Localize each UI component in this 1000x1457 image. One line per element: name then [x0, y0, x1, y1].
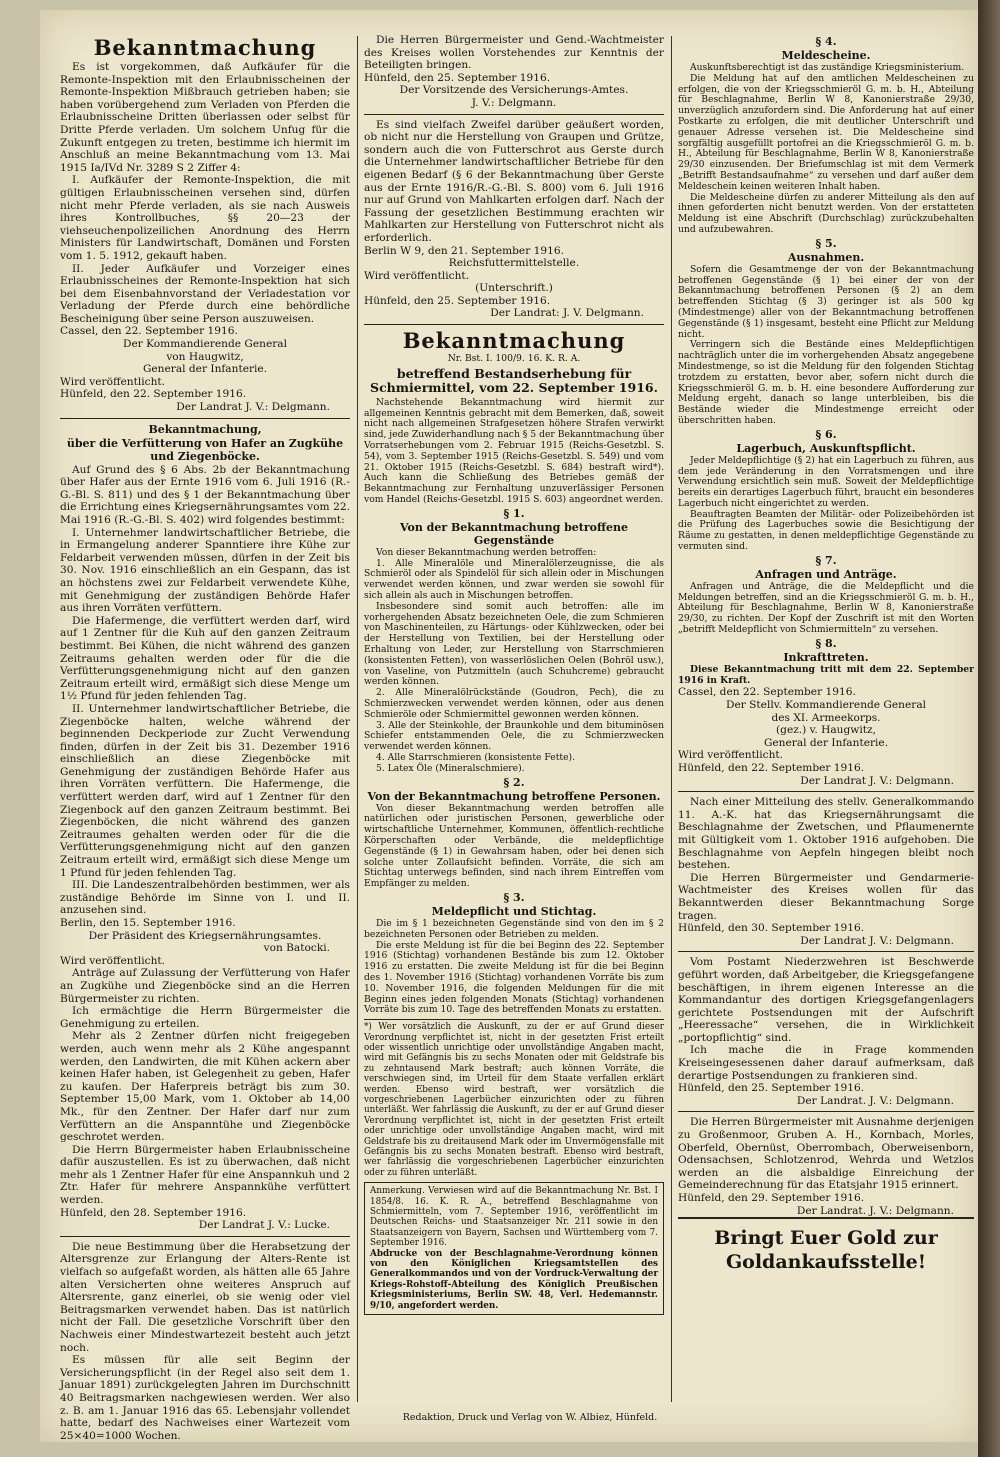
column-left — [60, 34, 350, 1442]
paragraph: Die erste Meldung ist für die bei Beginn des 22. September 1916 (Stichtag) vorhandenen Bestände bis zum 12. Oktober 1916 zu erstatten. Die zweite Meldung ist für die bei Beginn des 1. November 1916 (Stichtag) vorhandenen Vorräte bis zum 10. November 1916, die folgenden Meldungen für die mit Beginn eines jeden folgenden Monats (Stichtag) vorhandenen Vorräte bis zum 10. Tage des betreffenden Monats zu erstatten. — [364, 939, 664, 1016]
section-number: § 3. — [503, 890, 525, 904]
paragraph: Die Herrn Bürgermeister haben Erlaubnisscheine dafür auszustellen. Es ist zu überwachen, daß nicht mehr als 1 Zentner Hafer für eine Anspannkuh und 2 Ztr. Hafer für mehrere Anspannkühe verfüttert werden. — [60, 1143, 350, 1207]
signature: J. V.: Delgmann. — [471, 96, 557, 109]
dateline: Hünfeld, den 30. September 1916. — [678, 922, 865, 935]
list-item: Insbesondere sind somit auch betroffen: alle im vorhergehenden Absatz bezeichneten Oele, die zum Schmieren von Maschinenteilen, zu Härtungs- oder Kühlzwecken, oder bei der Herstellung von Textilien, bei der Herstellung oder Erhaltung von Leder, zur Herstellung von Starrschmieren (konsistenten Fetten), von wasserlöslichen Oelen (Bohröl usw.), von Vaseline, von Putzmitteln (auch Schuhcreme) gebraucht werden können. — [364, 600, 664, 688]
section-heading: Meldescheine. — [781, 49, 871, 62]
signature-line: (Unterschrift.) — [475, 282, 553, 295]
dateline: Hünfeld, den 25. September 1916. — [364, 294, 551, 307]
section-heading: Von der Bekanntmachung betroffene Gegenstände — [399, 520, 629, 547]
notice-title: Bekanntmachung — [402, 328, 626, 354]
dateline: Hünfeld, den 25. September 1916. — [678, 1082, 865, 1095]
paragraph: Die Herren Bürgermeister und Gend.-Wachtmeister des Kreises wollen Vorstehendes zur Kenntnis der Beteiligten bringen. — [364, 34, 664, 72]
paragraph: Von dieser Bekanntmachung werden betroffen alle natürlichen oder juristischen Personen, gewerbliche oder wirtschaftliche Unternehmer, Kommunen, öffentlich-rechtliche Körperschaften oder Verbände, die meldepflichtige Gegenstände (§ 1) in Gewahrsam haben, oder bei denen sich solche unter Zollaufsicht befinden. Vorräte, die sich am Stichtag unterwegs befinden, sind nach ihrem Eintreffen vom Empfänger zu melden. — [364, 802, 664, 890]
signature-line: Der Stellv. Kommandierende General — [725, 699, 927, 712]
signature: Der Landrat J. V.: Delgmann. — [176, 401, 330, 414]
paragraph: II. Unternehmer landwirtschaftlicher Betriebe, die Ziegenböcke halten, welche während der beginnenden Deckperiode zur Zucht Verwendung finden, dürfen in der Zeit bis 31. Dezember 1916 einschließlich an diese Ziegenböcke mit Genehmigung der zuständigen Behörde Hafer aus ihren Vorräten verfüttern. Die Hafermenge, die verfüttert werden darf, wird auf 1 Zentner für den Ziegenbock auf den ganzen Zeitraum bestimmt. Bei Ziegenböcken, die nicht während des ganzen Zeitraumes gehalten werden oder für die die Verfütterungsgenehmigung nicht auf den ganzen Zeitraum erteilt wird, ermäßigt sich diese Menge um 1 Pfund für jeden fehlenden Tag. — [60, 702, 350, 879]
divider — [678, 1111, 974, 1112]
column-right — [678, 34, 974, 1402]
column-rule — [671, 36, 672, 1402]
paragraph: Es sind vielfach Zweifel darüber geäußert worden, ob nicht nur die Herstellung von Graupen und Grütze, sondern auch die von Futterschrot aus Gerste durch die Unternehmer landwirtschaftlicher Betriebe für den eigenen Bedarf (§ 6 der Bekanntmachung über Gerste aus der Ernte 1916/R.-G.-Bl. S. 800) vom 6. Juli 1916 nur auf Grund von Mahlkarten erfolgen darf. Nach der Fassung der gesetzlichen Bestimmung erachten wir Mahlkarten zur Herstellung von Futterschrot nicht als erforderlich. — [364, 118, 664, 244]
notice-subtitle: über die Verfütterung von Hafer an Zugkühe und Ziegenböcke. — [66, 436, 344, 463]
publication-note: Wird veröffentlicht. — [60, 375, 166, 388]
publication-note: Wird veröffentlicht. — [60, 954, 166, 967]
divider — [364, 1019, 664, 1020]
footnote: *) Wer vorsätzlich die Auskunft, zu der er auf Grund dieser Verordnung verpflichtet ist, nicht in der gesetzten Frist erteilt oder wissentlich unrichtige oder unvollständige Angaben macht, wird mit Gefängnis bis zu sechs Monaten oder mit Geldstrafe bis zu zehntausend Mark bestraft; auch können Vorräte, die verschwiegen sind, im Urteil für dem Staate verfallen erklärt werden. Ebenso wird bestraft, wer vorsätzlich die vorgeschriebenen Lagerbücher einzurichten oder zu führen unterläßt. Wer fahrlässig die Auskunft, zu der er auf Grund dieser Verordnung verpflichtet ist, nicht in der gesetzten Frist erteilt oder unrichtige oder unvollständige Angaben macht, wird mit Geldstrafe bis zu dreitausend Mark oder im Unvermögensfalle mit Gefängnis bis zu sechs Monaten bestraft. Ebenso wird bestraft, wer fahrlässig die vorgeschriebenen Lagerbücher einzurichten oder zu führen unterläßt. — [364, 1022, 664, 1178]
list-item: 1. Alle Mineralöle und Mineralölerzeugnisse, die als Schmieröl oder als Spindelöl für sich allein oder in Mischungen verwendet werden können, und zwar werden sie sowohl für sich allein als auch in Mischungen betroffen. — [364, 557, 664, 602]
paragraph: Von dieser Bekanntmachung werden betroffen: — [376, 546, 597, 558]
signature: Der Landrat J. V.: Delgmann. — [800, 934, 954, 947]
notice-title: Bekanntmachung, — [148, 422, 262, 436]
gold-appeal — [678, 1217, 974, 1274]
section-heading: Meldepflicht und Stichtag. — [431, 904, 597, 918]
paragraph: III. Die Landeszentralbehörden bestimmen, wer als zuständige Behörde im Sinne von I. und II. anzusehen sind. — [60, 879, 350, 917]
paragraph: Die im § 1 bezeichneten Gegenstände sind von den im § 2 bezeichneten Personen oder Betrieben zu melden. — [364, 917, 664, 940]
paragraph: Die Herren Bürgermeister mit Ausnahme derjenigen zu Großenmoor, Gruben A. H., Kornbach, Morles, Oberfeld, Obernüst, Oberrombach, Oberweisenborn, Odensachsen, Schlotzenrod, Wehrda und Wetzlos werden an die alsbaldige Einreichung der Gemeinderechnung für das Etatsjahr 1915 erinnert. — [678, 1116, 974, 1192]
page-edge — [978, 0, 1000, 1457]
list-item: 3. Alle der Steinkohle, der Braunkohle und dem bituminösen Schiefer entstammenden Oele, die zu Schmierzwecken verwendet werden können. — [364, 719, 664, 753]
signature-line: Der Kommandierende General — [122, 338, 288, 351]
section-number: § 2. — [503, 775, 525, 789]
dateline: Hünfeld, den 22. September 1916. — [60, 388, 247, 401]
section-number: § 7. — [815, 553, 837, 567]
notice-number: Nr. Bst. I. 100/9. 16. K. R. A. — [447, 353, 581, 365]
remark-box — [364, 1182, 664, 1315]
paragraph: Es müssen für alle seit Beginn der Versicherungspflicht (in der Regel also seit dem 1. Januar 1891) zurückgelegten Jahren im Durchschnitt 40 Beitragsmarken nachgewiesen werden. Wer also z. B. am 1. Januar 1916 das 65. Lebensjahr vollendet hatte, bedarf des Nachweises einer Wartezeit vom 25×40=1000 Wochen. — [60, 1354, 350, 1442]
paragraph: I. Unternehmer landwirtschaftlicher Betriebe, die in Ermangelung anderer Spanntiere ihre Kühe zur Feldarbeit verwenden müssen, dürfen in der Zeit bis 30. Nov. 1916 einschließlich an ein Gespann, das ist an höchstens zwei zur Feldarbeit verwendete Kühe, mit Genehmigung der zuständigen Behörde Hafer aus ihren Vorräten verfüttern. — [60, 526, 350, 615]
section-number: § 6. — [815, 427, 837, 441]
paragraph: Anfragen und Anträge, die die Meldepflicht und die Meldungen betreffen, sind an die Kriegsschmieröl G. m. b. H., Abteilung für Beschlagnahme, Berlin W 8, Kanonierstraße 29/30, zu richten. Der Kopf der Zuschrift ist mit den Worten „betrifft Meldepflicht von Schmiermitteln“ zu versehen. — [678, 580, 974, 636]
paragraph: Ich mache die in Frage kommenden Kreiseingesessenen daher darauf aufmerksam, daß derartige Postsendungen zu frankieren sind. — [678, 1044, 974, 1082]
section-heading: Anfragen und Anträge. — [755, 567, 897, 581]
publication-note: Wird veröffentlicht. — [678, 749, 784, 762]
signature-line: Der Präsident des Kriegsernährungsamtes. — [88, 929, 322, 942]
paragraph: Anträge auf Zulassung der Verfütterung von Hafer an Zugkühe und Ziegenböcke sind an die Herren Bürgermeister zu richten. — [60, 967, 350, 1005]
gold-appeal-line: Bringt Euer Gold zur — [714, 1227, 938, 1250]
paragraph: Vom Postamt Niederzwehren ist Beschwerde geführt worden, daß Arbeitgeber, die Kriegsgefangene beschäftigen, in ihrem eigenen Interesse an die Kommandantur des dortigen Kriegsgefangenlagers gerichtete Postsendungen mit der Aufschrift „Heeressache“ versehen, die in Wirklichkeit „portopflichtig“ sind. — [678, 956, 974, 1044]
paragraph: Die Meldung hat auf den amtlichen Meldescheinen zu erfolgen, die von der Kriegsschmieröl G. m. b. H., Abteilung für Beschlagnahme, Berlin W 8, Kanonierstraße 29/30, unverzüglich anzufordern sind. Die Anforderung hat auf einer Postkarte zu erfolgen, die mit deutlicher Unterschrift und genauer Adresse versehen ist. Die Meldescheine sind sorgfältig ausgefüllt portofrei an die Kriegsschmieröl G. m. b. H., Abteilung für Beschlagnahme, Berlin W 8, Kanonierstraße 29/30 einzusenden. Der Briefumschlag ist mit dem Vermerk „Betrifft Bestandsaufnahme“ zu versehen und darf außer dem Meldeschein keinen weiteren Inhalt haben. — [678, 72, 974, 192]
paragraph: Es ist vorgekommen, daß Aufkäufer für die Remonte-Inspektion mit den Erlaubnisscheinen der Remonte-Inspektion Mißbrauch getrieben haben; sie haben vorübergehend zum Verladen von Pferden die Erlaubnisscheine Dritten überlassen oder selbst für Dritte Pferde verladen. Um solchem Unfug für die Zukunft entgegen zu treten, bestimme ich hiermit im Anschluß an meine Bekanntmachung vom 13. Mai 1915 Ia/IVd Nr. 3289 S 2 Ziffer 4: — [60, 61, 350, 174]
signature: Der Landrat. J. V.: Delgmann. — [796, 1094, 954, 1107]
signature: Der Landrat J. V.: Delgmann. — [800, 774, 954, 787]
paragraph: Beauftragten Beamten der Militär- oder Polizeibehörden ist die Prüfung des Lagerbuches sowie die Besichtigung der Räume zu gestatten, in denen meldepflichtige Gegenstände zu vermuten sind. — [678, 508, 974, 553]
paragraph: Jeder Meldepflichtige (§ 2) hat ein Lagerbuch zu führen, aus dem jede Veränderung in den Vorratsmengen und ihre Verwendung ersichtlich sein muß. Soweit der Meldepflichtige bereits ein derartiges Lagerbuch führt, braucht ein besonderes Lagerbuch nicht eingerichtet zu werden. — [678, 454, 974, 509]
paragraph: Auf Grund des § 6 Abs. 2b der Bekanntmachung über Hafer aus der Ernte 1916 vom 6. Juli 1916 (R.-G.-Bl. S. 811) und des § 1 der Bekanntmachung über die Errichtung eines Kriegsernährungsamtes vom 22. Mai 1916 (R.-G.-Bl. S. 402) wird folgendes bestimmt: — [60, 463, 350, 526]
paragraph: Die Meldescheine dürfen zu anderer Mitteilung als den auf ihnen geforderten nicht benutzt werden. Von der erstatteten Meldung ist eine Abschrift (Durchschlag) zurückzubehalten und aufzubewahren. — [678, 191, 974, 235]
publication-note: Wird veröffentlicht. — [364, 269, 470, 282]
signature: Der Landrat J. V.: Lucke. — [198, 1219, 330, 1232]
paragraph: Mehr als 2 Zentner dürfen nicht freigegeben werden, auch wenn mehr als 2 Kühe angespannt werden, den Landwirten, die mit Kühen ackern aber keinen Hafer haben, ist Gelegenheit zu geben, Hafer zu kaufen. Der Haferpreis beträgt bis zum 30. September 15,00 Mark, vom 1. Oktober ab 14,00 Mk., für den Zentner. Der Hafer darf nur zum Verfüttern an die Anspanntühe und Ziegenböcke geschrotet werden. — [60, 1030, 350, 1144]
divider — [60, 418, 350, 419]
remark: Anmerkung. Verwiesen wird auf die Bekanntmachung Nr. Bst. I 1854/8. 16. K. R. A., betreffend Beschlagnahme von Schmiermitteln, vom 7. September 1916, veröffentlicht im Deutschen Reichs- und Staatsanzeiger Nr. 211 sowie in den Staatsanzeigern von Bayern, Sachsen und Württemberg vom 7. September 1916. — [370, 1186, 658, 1249]
column-middle — [364, 34, 664, 1402]
notice-subtitle: betreffend Bestandserhebung für Schmiermittel, vom 22. September 1916. — [370, 365, 658, 396]
remark: Abdrucke von der Beschlagnahme-Verordnung können von den Königlichen Kriegsamtstellen des Generalkommandos und von der Vordruck-Verwaltung der Kriegs-Rohstoff-Abteilung des Königlich Preußischen Kriegsministeriums, Berlin SW. 48, Verl. Hedemannstr. 9/10, angefordert werden. — [370, 1248, 658, 1311]
dateline: Berlin, den 15. September 1916. — [60, 917, 236, 929]
paragraph: Die neue Bestimmung über die Herabsetzung der Altersgrenze zur Erlangung der Alters-Rente ist vielfach so aufgefaßt worden, als hätten alle 65 Jahre alten Versicherten ohne weiteres Anspruch auf Altersrente, ganz einerlei, ob sie wenig oder viel Beitragsmarken verwendet haben. Das ist natürlich nicht der Fall. Die gesetzliche Vorschrift über den Nachweis einer Mindestwartezeit besteht auch jetzt noch. — [60, 1240, 350, 1354]
dateline: Cassel, den 22. September 1916. — [60, 325, 238, 338]
paragraph: Ich ermächtige die Herrn Bürgermeister die Genehmigung zu erteilen. — [60, 1005, 350, 1030]
section-number: § 1. — [503, 506, 525, 520]
paragraph: Sofern die Gesamtmenge der von der Bekanntmachung betroffenen Gegenstände (§ 1) bei einer der von der Bekanntmachung betroffenen Personen (§ 2) an dem betreffenden Stichtag (§ 3) geringer ist als 500 kg (Mindestmenge) aller von der Bekanntmachung betroffenen Gegenstände (§ 1) insgesamt, besteht eine Pflicht zur Meldung nicht. — [678, 263, 974, 340]
paragraph: Nach einer Mitteilung des stellv. Generalkommando 11. A.-K. hat das Kriegsernährungsamt die Beschlagnahme der Zwetschen, und Pflaumenernte mit Gültigkeit vom 1. Oktober 1916 aufgehoben. Die Beschlagnahme von Aepfeln hingegen bleibt noch bestehen. — [678, 796, 974, 872]
section-number: § 8. — [815, 636, 837, 650]
signature: Der Landrat: J. V. Delgmann. — [490, 307, 644, 320]
imprint: Redaktion, Druck und Verlag von W. Albiez, Hünfeld. — [402, 1412, 658, 1423]
dateline: Hünfeld, den 22. September 1916. — [678, 762, 865, 775]
paragraph: I. Aufkäufer der Remonte-Inspektion, die mit gültigen Erlaubnisscheinen versehen sind, dürfen nicht mehr Pferde verladen, als sie nach Ausweis ihres Kontrollbuches, §§ 20—23 der viehseuchenpolizeilichen Anordnung des Herrn Ministers für Landwirtschaft, Domänen und Forsten vom 1. 5. 1912, gekauft haben. — [60, 174, 350, 262]
divider — [60, 1236, 350, 1237]
signature-line: General der Infanterie. — [763, 736, 889, 749]
paragraph: Diese Bekanntmachung tritt mit dem 22. September 1916 in Kraft. — [678, 663, 974, 686]
divider — [364, 114, 664, 115]
notice-title: Bekanntmachung — [93, 35, 317, 60]
section-heading: Ausnahmen. — [787, 250, 865, 264]
dateline: Hünfeld, den 29. September 1916. — [678, 1192, 865, 1205]
divider — [678, 951, 974, 952]
signature-line: des XI. Armeekorps. — [771, 711, 881, 724]
signature-line: von Haugwitz, — [166, 350, 244, 363]
paragraph: Nachstehende Bekanntmachung wird hiermit zur allgemeinen Kenntnis gebracht mit dem Bemerken, daß, soweit nicht nach allgemeinen Strafgesetzen höhere Strafen verwirkt sind, jede Zuwiderhandlung nach § 5 der Bekanntmachung über Vorratserhebungen vom 2. Februar 1915 (Reichs-Gesetzbl. S. 54), vom 3. September 1915 (Reichs-Gesetzbl. S. 549) und vom 21. Oktober 1915 (Reichs-Gesetzbl. S. 684) bestraft wird*). Auch kann die Schließung des Betriebes gemäß der Bekanntmachung zur Fernhaltung unzuverlässiger Personen vom Handel (Reichs-Gesetzbl. 1915 S. 603) angeordnet werden. — [364, 396, 664, 506]
section-number: § 5. — [815, 236, 837, 250]
signature-line: Der Vorsitzende des Versicherungs-Amtes. — [399, 84, 629, 97]
signature-line: (gez.) v. Haugwitz, — [776, 724, 876, 737]
paragraph: II. Jeder Aufkäufer und Vorzeiger eines Erlaubnisscheines der Remonte-Inspektion hat sich bei dem Eisenbahnvorstand der Verladestation vor Verladung der Pferde durch eine behördliche Bescheinigung über seine Person auszuweisen. — [60, 262, 350, 325]
dateline: Cassel, den 22. September 1916. — [678, 686, 856, 699]
section-heading: Lagerbuch, Auskunftspflicht. — [736, 441, 916, 455]
signature: Der Landrat. J. V.: Delgmann. — [796, 1204, 954, 1217]
section-heading: Inkrafttreten. — [783, 650, 869, 664]
paragraph: Auskunftsberechtigt ist das zuständige Kriegsministerium. — [690, 62, 965, 73]
signature-line: General der Infanterie. — [142, 363, 268, 376]
list-item: 2. Alle Mineralölrückstände (Goudron, Pech), die zu Schmierzwecken verwendet werden können, oder aus denen Schmieröle oder Schmiermittel gewonnen werden können. — [364, 687, 664, 720]
paragraph: Die Hafermenge, die verfüttert werden darf, wird auf 1 Zentner für die Kuh auf den ganzen Zeitraum bestimmt. Bei Kühen, die nicht während des ganzen Zeitraums gehalten werden oder für die die Verfütterungsgenehmigung nicht auf den ganzen Zeitraum erteilt wird, ermäßigt sich diese Menge um 1½ Pfund für jeden fehlenden Tag. — [60, 614, 350, 703]
column-rule — [357, 36, 358, 1402]
section-heading: Von der Bekanntmachung betroffene Personen. — [367, 789, 661, 803]
dateline: Hünfeld, den 28. September 1916. — [60, 1206, 247, 1219]
section-number: § 4. — [815, 35, 837, 48]
signature-line: von Batocki. — [263, 942, 330, 955]
divider — [678, 791, 974, 792]
divider — [364, 324, 664, 325]
list-item: 5. Latex Öle (Mineralschmiere). — [376, 762, 525, 774]
dateline: Berlin W 9, den 21. September 1916. — [364, 244, 564, 257]
gold-appeal-line: Goldankaufsstelle! — [725, 1251, 927, 1274]
paragraph: Die Herren Bürgermeister und Gendarmerie-Wachtmeister des Kreises wollen für das Bekanntwerden dieser Bekanntmachung Sorge tragen. — [678, 871, 974, 922]
signature-line: Reichsfuttermittelstelle. — [448, 257, 580, 270]
dateline: Hünfeld, den 25. September 1916. — [364, 71, 551, 84]
list-item: 4. Alle Starrschmieren (konsistente Fette). — [376, 751, 576, 763]
paragraph: Verringern sich die Bestände eines Meldepflichtigen nachträglich unter die im vorhergehenden Absatz angegebene Mindestmenge, so ist die Meldung für den folgenden Stichtag trotzdem zu erstatten, bevor aber, sofern nicht durch die Kriegsschmieröl G. m. b. H. eine besondere Aufforderung zur Meldung ergeht, danach so lange unterbleiben, bis die Bestände wieder die Mindestmenge erreicht oder überschritten haben. — [678, 339, 974, 426]
